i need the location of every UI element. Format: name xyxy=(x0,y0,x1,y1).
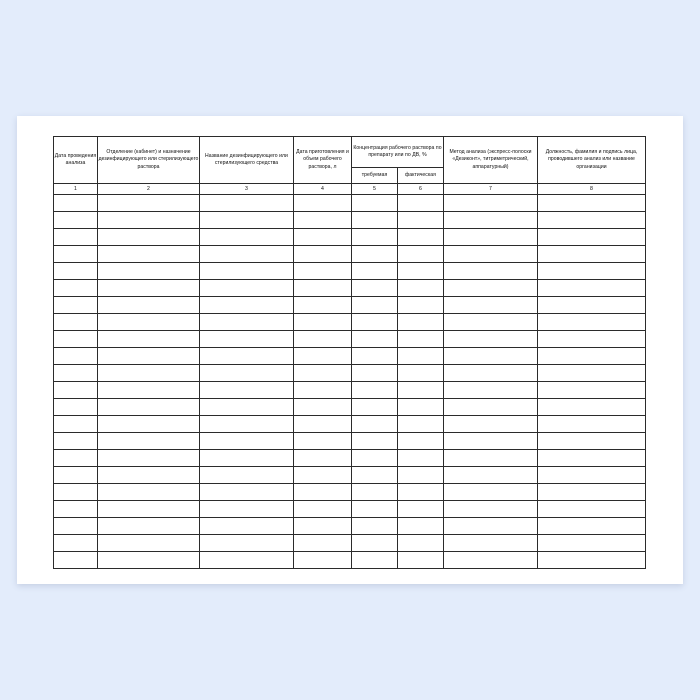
table-cell[interactable] xyxy=(352,535,398,552)
table-header xyxy=(54,137,646,195)
table-cell[interactable] xyxy=(200,263,294,280)
table-cell[interactable] xyxy=(200,484,294,501)
table-cell[interactable] xyxy=(294,314,352,331)
table-cell[interactable] xyxy=(352,331,398,348)
column-number-6: 6 xyxy=(398,184,444,195)
table-cell[interactable] xyxy=(352,450,398,467)
table-cell[interactable] xyxy=(54,552,98,569)
table-cell[interactable] xyxy=(98,416,200,433)
table-cell[interactable] xyxy=(98,467,200,484)
column-number-7: 7 xyxy=(444,184,538,195)
table-cell[interactable] xyxy=(54,535,98,552)
table-cell[interactable] xyxy=(98,382,200,399)
table-cell[interactable] xyxy=(398,331,444,348)
table-cell[interactable] xyxy=(538,535,646,552)
table-cell[interactable] xyxy=(398,212,444,229)
table-cell[interactable] xyxy=(538,399,646,416)
column-header-date-of-analysis: Дата проведения анализа xyxy=(54,137,98,184)
table-cell[interactable] xyxy=(538,263,646,280)
table-cell[interactable] xyxy=(98,331,200,348)
table-row[interactable] xyxy=(54,246,646,263)
table-cell[interactable] xyxy=(200,246,294,263)
table-cell[interactable] xyxy=(294,382,352,399)
table-cell[interactable] xyxy=(294,331,352,348)
table-cell[interactable] xyxy=(98,450,200,467)
table-cell[interactable] xyxy=(444,501,538,518)
table-cell[interactable] xyxy=(444,535,538,552)
table-cell[interactable] xyxy=(398,246,444,263)
table-cell[interactable] xyxy=(398,535,444,552)
table-cell[interactable] xyxy=(398,195,444,212)
table-row[interactable] xyxy=(54,348,646,365)
table-cell[interactable] xyxy=(98,501,200,518)
table-row[interactable] xyxy=(54,552,646,569)
table-cell[interactable] xyxy=(444,229,538,246)
journal-table xyxy=(53,136,646,569)
table-cell[interactable] xyxy=(444,263,538,280)
table-cell[interactable] xyxy=(352,382,398,399)
table-cell[interactable] xyxy=(294,297,352,314)
table-cell[interactable] xyxy=(200,416,294,433)
table-cell[interactable] xyxy=(294,212,352,229)
table-cell[interactable] xyxy=(294,399,352,416)
column-header-department-purpose: Отделение (кабинет) и назначение дезинфицирующего или стерилизующего раствора xyxy=(98,137,200,184)
table-cell[interactable] xyxy=(538,501,646,518)
table-cell[interactable] xyxy=(294,263,352,280)
table-cell[interactable] xyxy=(200,535,294,552)
table-cell[interactable] xyxy=(538,280,646,297)
table-cell[interactable] xyxy=(294,535,352,552)
table-cell[interactable] xyxy=(398,484,444,501)
table-cell[interactable] xyxy=(54,450,98,467)
table-cell[interactable] xyxy=(398,280,444,297)
table-cell[interactable] xyxy=(444,552,538,569)
table-cell[interactable] xyxy=(294,246,352,263)
table-cell[interactable] xyxy=(200,280,294,297)
table-cell[interactable] xyxy=(398,467,444,484)
table-cell[interactable] xyxy=(98,484,200,501)
table-cell[interactable] xyxy=(98,195,200,212)
table-row[interactable] xyxy=(54,212,646,229)
table-cell[interactable] xyxy=(352,416,398,433)
table-row[interactable] xyxy=(54,280,646,297)
column-header-agent-name: Название дезинфицирующего или стерилизующего средства xyxy=(200,137,294,184)
table-cell[interactable] xyxy=(444,331,538,348)
table-cell[interactable] xyxy=(538,518,646,535)
column-header-analysis-method: Метод анализа (экспресс-полоски «Дезиконт», титриметрический, аппаратурный) xyxy=(444,137,538,184)
table-row[interactable] xyxy=(54,263,646,280)
table-cell[interactable] xyxy=(398,399,444,416)
table-cell[interactable] xyxy=(98,246,200,263)
table-cell[interactable] xyxy=(398,552,444,569)
table-cell[interactable] xyxy=(200,365,294,382)
table-cell[interactable] xyxy=(538,297,646,314)
table-cell[interactable] xyxy=(294,348,352,365)
table-cell[interactable] xyxy=(54,246,98,263)
table-cell[interactable] xyxy=(352,348,398,365)
table-cell[interactable] xyxy=(98,552,200,569)
table-cell[interactable] xyxy=(538,331,646,348)
table-cell[interactable] xyxy=(352,229,398,246)
table-row[interactable] xyxy=(54,331,646,348)
table-cell[interactable] xyxy=(352,314,398,331)
column-number-4: 4 xyxy=(294,184,352,195)
table-cell[interactable] xyxy=(398,229,444,246)
table-cell[interactable] xyxy=(444,246,538,263)
table-cell[interactable] xyxy=(398,518,444,535)
table-cell[interactable] xyxy=(200,195,294,212)
table-cell[interactable] xyxy=(352,365,398,382)
document-sheet xyxy=(17,116,683,584)
table-cell[interactable] xyxy=(200,331,294,348)
column-header-position-name-signature: Должность, фамилия и подпись лица, проводившего анализ или название организации xyxy=(538,137,646,184)
table-cell[interactable] xyxy=(200,501,294,518)
table-cell[interactable] xyxy=(294,365,352,382)
table-row[interactable] xyxy=(54,314,646,331)
table-cell[interactable] xyxy=(294,518,352,535)
table-cell[interactable] xyxy=(398,348,444,365)
table-cell[interactable] xyxy=(538,552,646,569)
table-row[interactable] xyxy=(54,467,646,484)
table-cell[interactable] xyxy=(444,195,538,212)
table-cell[interactable] xyxy=(444,280,538,297)
table-cell[interactable] xyxy=(200,467,294,484)
table-cell[interactable] xyxy=(398,314,444,331)
table-cell[interactable] xyxy=(54,263,98,280)
table-cell[interactable] xyxy=(200,518,294,535)
table-row[interactable] xyxy=(54,382,646,399)
table-cell[interactable] xyxy=(352,246,398,263)
table-row[interactable] xyxy=(54,484,646,501)
table-cell[interactable] xyxy=(444,382,538,399)
table-cell[interactable] xyxy=(538,450,646,467)
table-cell[interactable] xyxy=(54,314,98,331)
table-cell[interactable] xyxy=(98,263,200,280)
table-cell[interactable] xyxy=(54,501,98,518)
table-cell[interactable] xyxy=(444,433,538,450)
table-row[interactable] xyxy=(54,433,646,450)
table-cell[interactable] xyxy=(294,280,352,297)
table-cell[interactable] xyxy=(200,348,294,365)
table-cell[interactable] xyxy=(352,467,398,484)
table-cell[interactable] xyxy=(352,212,398,229)
column-number-5: 5 xyxy=(352,184,398,195)
table-cell[interactable] xyxy=(352,484,398,501)
table-cell[interactable] xyxy=(200,314,294,331)
table-cell[interactable] xyxy=(538,484,646,501)
column-subheader-actual: фактическая xyxy=(398,168,444,184)
table-cell[interactable] xyxy=(538,433,646,450)
table-cell[interactable] xyxy=(98,229,200,246)
table-cell[interactable] xyxy=(294,433,352,450)
table-cell[interactable] xyxy=(98,399,200,416)
table-cell[interactable] xyxy=(54,433,98,450)
table-body xyxy=(54,195,646,569)
column-number-3: 3 xyxy=(200,184,294,195)
table-cell[interactable] xyxy=(538,382,646,399)
table-cell[interactable] xyxy=(398,433,444,450)
table-cell[interactable] xyxy=(294,552,352,569)
table-cell[interactable] xyxy=(538,246,646,263)
table-cell[interactable] xyxy=(444,518,538,535)
table-cell[interactable] xyxy=(294,450,352,467)
table-cell[interactable] xyxy=(398,365,444,382)
table-cell[interactable] xyxy=(200,433,294,450)
column-number-1: 1 xyxy=(54,184,98,195)
table-cell[interactable] xyxy=(294,229,352,246)
table-cell[interactable] xyxy=(200,382,294,399)
header-row-main xyxy=(54,137,646,168)
table-cell[interactable] xyxy=(54,518,98,535)
table-cell[interactable] xyxy=(98,314,200,331)
table-cell[interactable] xyxy=(200,229,294,246)
table-cell[interactable] xyxy=(352,433,398,450)
table-cell[interactable] xyxy=(54,212,98,229)
table-cell[interactable] xyxy=(538,195,646,212)
column-number-row xyxy=(54,184,646,195)
table-cell[interactable] xyxy=(294,484,352,501)
table-row[interactable] xyxy=(54,229,646,246)
column-header-preparation-date-volume: Дата приготовления и объем рабочего раствора, л xyxy=(294,137,352,184)
table-cell[interactable] xyxy=(444,212,538,229)
table-cell[interactable] xyxy=(444,314,538,331)
table-cell[interactable] xyxy=(98,212,200,229)
table-cell[interactable] xyxy=(444,297,538,314)
table-cell[interactable] xyxy=(54,399,98,416)
table-cell[interactable] xyxy=(538,416,646,433)
table-cell[interactable] xyxy=(98,433,200,450)
table-cell[interactable] xyxy=(200,399,294,416)
table-cell[interactable] xyxy=(98,365,200,382)
column-number-2: 2 xyxy=(98,184,200,195)
table-cell[interactable] xyxy=(444,467,538,484)
table-cell[interactable] xyxy=(98,348,200,365)
table-cell[interactable] xyxy=(98,535,200,552)
journal-table-wrapper xyxy=(53,136,645,569)
table-row[interactable] xyxy=(54,297,646,314)
table-cell[interactable] xyxy=(352,263,398,280)
table-cell[interactable] xyxy=(294,501,352,518)
column-number-8: 8 xyxy=(538,184,646,195)
table-cell[interactable] xyxy=(538,467,646,484)
table-cell[interactable] xyxy=(54,229,98,246)
table-cell[interactable] xyxy=(444,365,538,382)
table-cell[interactable] xyxy=(200,212,294,229)
table-cell[interactable] xyxy=(54,416,98,433)
table-cell[interactable] xyxy=(538,229,646,246)
table-cell[interactable] xyxy=(98,297,200,314)
table-cell[interactable] xyxy=(538,365,646,382)
table-cell[interactable] xyxy=(352,518,398,535)
table-cell[interactable] xyxy=(54,467,98,484)
table-cell[interactable] xyxy=(538,348,646,365)
table-cell[interactable] xyxy=(398,382,444,399)
table-cell[interactable] xyxy=(352,501,398,518)
table-cell[interactable] xyxy=(294,195,352,212)
table-cell[interactable] xyxy=(352,280,398,297)
table-row[interactable] xyxy=(54,535,646,552)
table-cell[interactable] xyxy=(54,382,98,399)
column-header-concentration-group: Концентрация рабочего раствора по препарату или по ДВ, % xyxy=(352,137,444,168)
table-cell[interactable] xyxy=(200,297,294,314)
table-cell[interactable] xyxy=(54,331,98,348)
table-cell[interactable] xyxy=(98,280,200,297)
table-cell[interactable] xyxy=(294,467,352,484)
table-row[interactable] xyxy=(54,450,646,467)
table-cell[interactable] xyxy=(98,518,200,535)
table-cell[interactable] xyxy=(444,348,538,365)
table-cell[interactable] xyxy=(200,450,294,467)
table-cell[interactable] xyxy=(538,212,646,229)
table-row[interactable] xyxy=(54,365,646,382)
table-cell[interactable] xyxy=(352,195,398,212)
table-cell[interactable] xyxy=(352,399,398,416)
table-cell[interactable] xyxy=(352,552,398,569)
table-cell[interactable] xyxy=(444,484,538,501)
table-cell[interactable] xyxy=(398,450,444,467)
table-cell[interactable] xyxy=(294,416,352,433)
table-cell[interactable] xyxy=(352,297,398,314)
table-cell[interactable] xyxy=(54,280,98,297)
table-cell[interactable] xyxy=(398,263,444,280)
table-row[interactable] xyxy=(54,195,646,212)
table-cell[interactable] xyxy=(54,484,98,501)
table-row[interactable] xyxy=(54,416,646,433)
table-cell[interactable] xyxy=(444,416,538,433)
table-row[interactable] xyxy=(54,501,646,518)
column-subheader-required: требуемая xyxy=(352,168,398,184)
table-row[interactable] xyxy=(54,399,646,416)
table-cell[interactable] xyxy=(54,365,98,382)
table-cell[interactable] xyxy=(200,552,294,569)
table-cell[interactable] xyxy=(54,348,98,365)
table-cell[interactable] xyxy=(398,501,444,518)
table-row[interactable] xyxy=(54,518,646,535)
table-cell[interactable] xyxy=(538,314,646,331)
table-cell[interactable] xyxy=(54,195,98,212)
table-cell[interactable] xyxy=(54,297,98,314)
table-cell[interactable] xyxy=(398,297,444,314)
table-cell[interactable] xyxy=(398,416,444,433)
table-cell[interactable] xyxy=(444,399,538,416)
table-cell[interactable] xyxy=(444,450,538,467)
